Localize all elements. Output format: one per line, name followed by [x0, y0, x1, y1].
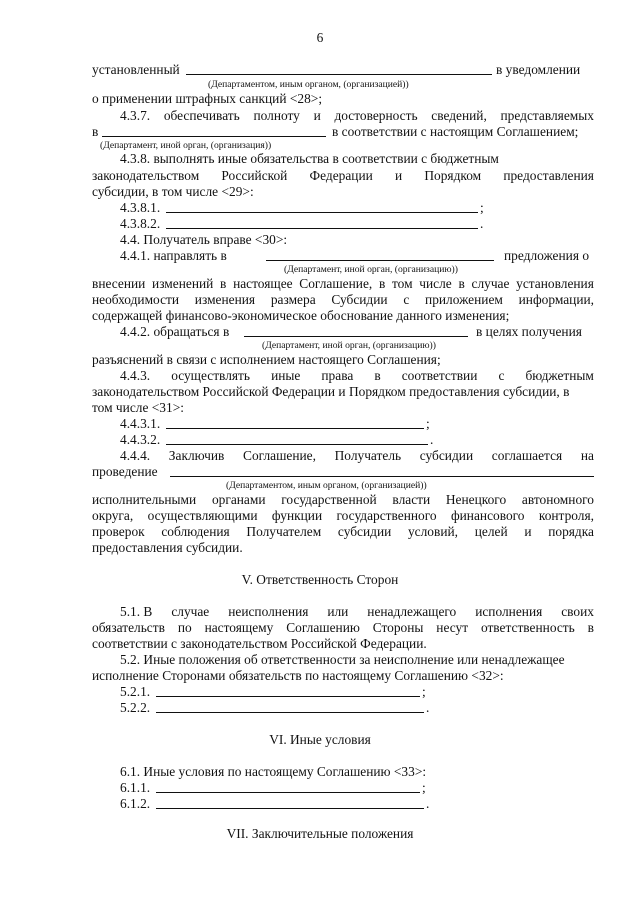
field-caption: (Департамент, иной орган, (организацию))	[262, 340, 436, 351]
text-line: 5.2.1.	[120, 684, 151, 699]
justified-line: проверок соблюдения Получателем субсидии условий, целей и порядка	[92, 524, 594, 539]
fill-blank	[170, 476, 594, 477]
text-line: в целях получения	[476, 324, 582, 339]
fill-blank	[156, 792, 420, 793]
text-line: предложения о	[504, 248, 590, 263]
text-line: том числе <31>:	[92, 400, 184, 415]
text-line: в уведомлении	[496, 62, 581, 77]
text-line: 4.3.8.1.	[120, 200, 161, 215]
text-line: в	[92, 124, 99, 139]
text-line: ;	[426, 416, 430, 431]
section-heading: V. Ответственность Сторон	[241, 572, 399, 587]
fill-blank	[186, 74, 492, 75]
justified-line: обязательств по настоящему Соглашению Стороны несут ответственность в	[92, 620, 594, 635]
text-line: предоставления субсидии.	[92, 540, 243, 555]
fill-blank	[166, 212, 478, 213]
fill-blank	[102, 136, 326, 137]
text-line: .	[430, 432, 434, 447]
section-heading: VII. Заключительные положения	[226, 826, 414, 841]
text-line: законодательством Российской Федерации и Порядком предоставления субсидии, в	[92, 384, 570, 399]
justified-line: округа, осуществляющими функции государственного финансового контроля,	[92, 508, 594, 523]
field-caption: (Департамент, иной орган, (организацию))	[284, 264, 458, 275]
justified-line: необходимости изменения размера Субсидии с приложением информации,	[92, 292, 594, 307]
field-caption: (Департамент, иной орган, (организация))	[100, 140, 272, 151]
text-line: исполнение Сторонами обязательств по настоящему Соглашению <32>:	[92, 668, 504, 683]
fill-blank	[166, 428, 424, 429]
fill-blank	[156, 712, 424, 713]
text-line: 4.4.3.2.	[120, 432, 161, 447]
text-line: ;	[422, 780, 426, 795]
text-line: 6.1.1.	[120, 780, 151, 795]
section-heading: VI. Иные условия	[269, 732, 371, 747]
text-line: 6.1. Иные условия по настоящему Соглашению <33>:	[120, 764, 427, 779]
field-caption: (Департаментом, иным органом, (организацией))	[208, 79, 409, 90]
justified-line: внесении изменений в настоящее Соглашение, в том числе в случае установления	[92, 276, 594, 291]
text-line: 5.2. Иные положения об ответственности за неисполнение или ненадлежащее	[120, 652, 565, 667]
text-line: содержащей финансово-экономическое обоснование данного изменения;	[92, 308, 510, 323]
text-line: субсидии, в том числе <29>:	[92, 184, 254, 199]
text-line: о применении штрафных санкций <28>;	[92, 91, 323, 106]
text-line: разъяснений в связи с исполнением настоящего Соглашения;	[92, 352, 441, 367]
text-line: 4.4.3.1.	[120, 416, 161, 431]
fill-blank	[156, 696, 420, 697]
justified-line: 5.1. В случае неисполнения или ненадлежащего исполнения своих	[120, 604, 594, 619]
page-number: 6	[316, 30, 324, 45]
fill-blank	[166, 228, 478, 229]
text-line: .	[426, 796, 430, 811]
text-line: ;	[480, 200, 484, 215]
justified-line: законодательством Российской Федерации и Порядком предоставления	[92, 168, 594, 183]
text-line: 6.1.2.	[120, 796, 151, 811]
text-line: .	[480, 216, 484, 231]
fill-blank	[166, 444, 428, 445]
text-line: проведение	[92, 464, 158, 479]
field-caption: (Департаментом, иным органом, (организацией))	[226, 480, 427, 491]
text-line: установленный	[92, 62, 180, 77]
text-line: соответствии с законодательством Российской Федерации.	[92, 636, 427, 651]
text-line: 4.3.8. выполнять иные обязательства в соответствии с бюджетным	[120, 151, 499, 166]
text-line: в соответствии с настоящим Соглашением;	[332, 124, 579, 139]
text-line: 4.3.8.2.	[120, 216, 161, 231]
fill-blank	[156, 808, 424, 809]
text-line: 4.4.2. обращаться в	[120, 324, 230, 339]
text-line: .	[426, 700, 430, 715]
justified-line: 4.3.7. обеспечивать полноту и достоверность сведений, представляемых	[120, 108, 594, 123]
fill-blank	[266, 260, 494, 261]
justified-line: 4.4.3. осуществлять иные права в соответствии с бюджетным	[120, 368, 594, 383]
text-line: 5.2.2.	[120, 700, 151, 715]
justified-line: 4.4.4. Заключив Соглашение, Получатель субсидии соглашается на	[120, 448, 594, 463]
fill-blank	[244, 336, 468, 337]
text-line: 4.4. Получатель вправе <30>:	[120, 232, 288, 247]
text-line: ;	[422, 684, 426, 699]
justified-line: исполнительными органами государственной власти Ненецкого автономного	[92, 492, 594, 507]
text-line: 4.4.1. направлять в	[120, 248, 227, 263]
